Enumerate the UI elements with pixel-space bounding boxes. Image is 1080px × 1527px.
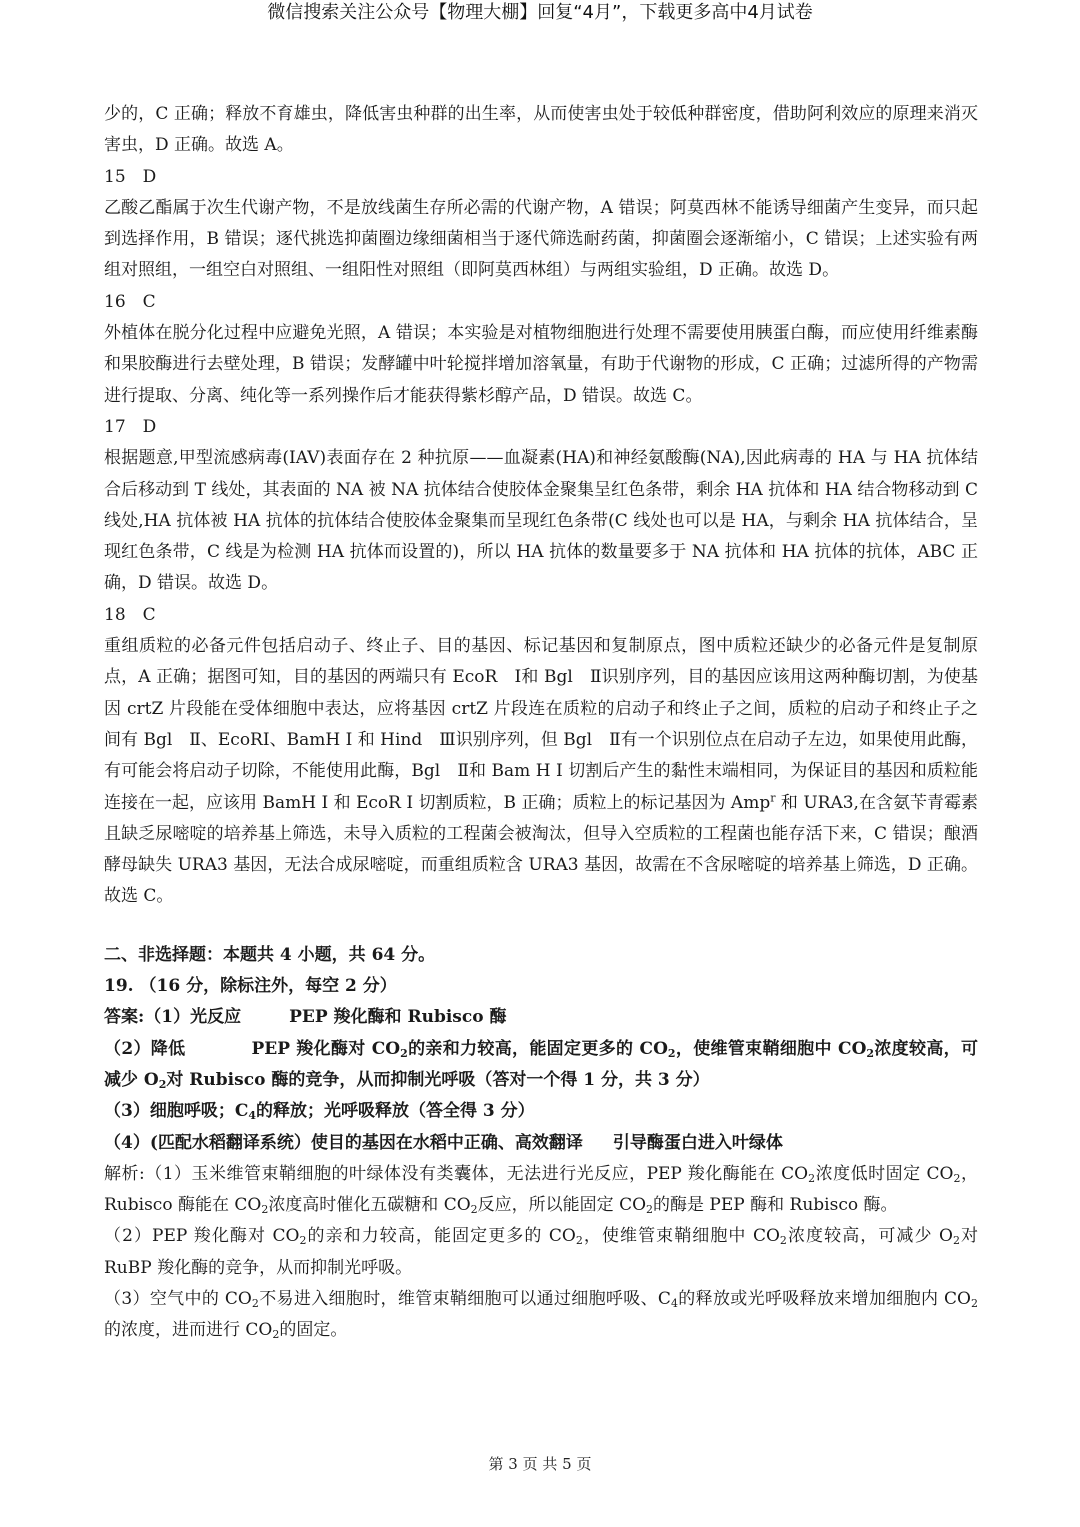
answer-19-part3: （3）细胞呼吸；$C_4$的释放；光呼吸释放（答全得 3 分）	[104, 1101, 535, 1123]
answer-18-explanation: 重组质粒的必备元件包括启动子、终止子、目的基因、标记基因和复制原点，图中质粒还缺少的必备元件是复制原点，A 正确；据图可知，目的基因的两端只有 EcoR Ⅰ和 Bgl Ⅱ识别序列，目的基因应该用这两种酶切割，为使基因 crtZ 片段能在受体细胞中表达，应将基因 crtZ 片段连在质粒的启动子和终止子之间，质粒的启动子和终止子之间有 Bgl Ⅱ、EcoRI、BamH I 和 Hind Ⅲ识别序列，但 Bgl Ⅱ有一个识别位点在启动子左边，如果使用此酶，有可能会将启动子切除，不能使用此酶，Bgl Ⅱ和 Bam H I 切割后产生的黏性末端相同，为保证目的基因和质粒能连接在一起，应该用 BamH I 和 EcoR I 切割质粒，B 正确；质粒上的标记基因为 Amp$^r$ 和 URA3,在含氨苄青霉素且缺乏尿嘧啶的培养基上筛选，未导入质粒的工程菌会被淘汰，但导入空质粒的工程菌也能存活下来，C 错误；酿酒酵母缺失 URA3 基因，无法合成尿嘧啶，而重组质粒含 URA3 基因，故需在不含尿嘧啶的培养基上筛选，D 正确。故选 C。	[104, 636, 978, 907]
question-19-heading: 19. （16 分，除标注外，每空 2 分）	[104, 976, 397, 997]
answer-15-explanation: 乙酸乙酯属于次生代谢产物，不是放线菌生存所必需的代谢产物，A 错误；阿莫西林不能诱导细菌产生变异，而只起到选择作用，B 错误；逐代挑选抑菌圈边缘细菌相当于逐代筛选耐药菌，抑菌圈会逐渐缩小，C 错误；上述实验有两组对照组，一组空白对照组、一组阳性对照组（即阿莫西林组）与两组实验组，D 正确。故选 D。	[104, 197, 978, 281]
promo-banner: 微信搜索关注公众号【物理大棚】回复“4月”，下载更多高中4月试卷	[267, 2, 813, 23]
question-15-answer: 15 D	[104, 166, 157, 187]
explanation-19-part3: （3）空气中的 $CO_2$不易进入细胞时，维管束鞘细胞可以通过细胞呼吸、$C_4$的释放或光呼吸释放来增加细胞内 $CO_2$的浓度，进而进行 $CO_2$的固定。	[104, 1288, 978, 1342]
page-content	[104, 99, 978, 1347]
answer-14-tail: 少的，C 正确；释放不育雄虫，降低害虫种群的出生率，从而使害虫处于较低种群密度，借助阿利效应的原理来消灭害虫，D 正确。故选 A。	[104, 104, 978, 156]
explanation-19-part2: （2）PEP 羧化酶对 $CO_2$的亲和力较高，能固定更多的 $CO_2$，使维管束鞘细胞中 $CO_2$浓度较高，可减少 $O_2$对 RuBP 羧化酶的竞争，从而抑制光呼吸。	[104, 1226, 979, 1278]
question-17-answer: 17 D	[104, 416, 157, 437]
question-18-answer: 18 C	[104, 604, 156, 625]
explanation-19-part1: 解析:（1）玉米维管束鞘细胞的叶绿体没有类囊体，无法进行光反应，PEP 羧化酶能在 $CO_2$浓度低时固定 $CO_2$，Rubisco 酶能在 $CO_2$浓度高时催化五碳糖和 $CO_2$反应，所以能固定 $CO_2$的酶是 PEP 酶和 Rubisco 酶。	[104, 1163, 978, 1217]
question-16-answer: 16 C	[104, 291, 156, 312]
answer-19-part2: （2）降低 PEP 羧化酶对 $CO_2$的亲和力较高，能固定更多的 $CO_2$，使维管束鞘细胞中 $CO_2$浓度较高，可减少 $O_2$对 Rubisco 酶的竞争，从而抑制光呼吸（答对一个得 1 分，共 3 分）	[104, 1038, 978, 1091]
page-number: 第 3 页 共 5 页	[488, 1455, 592, 1473]
answer-19-part4: （4）(匹配水稻翻译系统）使目的基因在水稻中正确、高效翻译 引导酶蛋白进入叶绿体	[104, 1132, 783, 1153]
answer-19-part1: 答案:（1）光反应 PEP 羧化酶和 Rubisco 酶	[104, 1007, 507, 1028]
section-2-heading: 二、非选择题：本题共 4 小题，共 64 分。	[104, 944, 436, 965]
answer-17-explanation: 根据题意,甲型流感病毒(IAV)表面存在 2 种抗原——血凝素(HA)和神经氨酸酶(NA),因此病毒的 HA 与 HA 抗体结合后移动到 T 线处，其表面的 NA 被 NA 抗体结合使胶体金聚集呈红色条带，剩余 HA 抗体和 HA 结合物移动到 C 线处,HA 抗体被 HA 抗体的抗体结合使胶体金聚集而呈现红色条带(C 线处也可以是 HA，与剩余 HA 抗体结合，呈现红色条带，C 线是为检测 HA 抗体而设置的)，所以 HA 抗体的数量要多于 NA 抗体和 HA 抗体的抗体，ABC 正确，D 错误。故选 D。	[104, 448, 978, 594]
answer-16-explanation: 外植体在脱分化过程中应避免光照，A 错误；本实验是对植物细胞进行处理不需要使用胰蛋白酶，而应使用纤维素酶和果胶酶进行去壁处理，B 错误；发酵罐中叶轮搅拌增加溶氧量，有助于代谢物的形成，C 正确；过滤所得的产物需进行提取、分离、纯化等一系列操作后才能获得紫杉醇产品，D 错误。故选 C。	[104, 323, 978, 406]
